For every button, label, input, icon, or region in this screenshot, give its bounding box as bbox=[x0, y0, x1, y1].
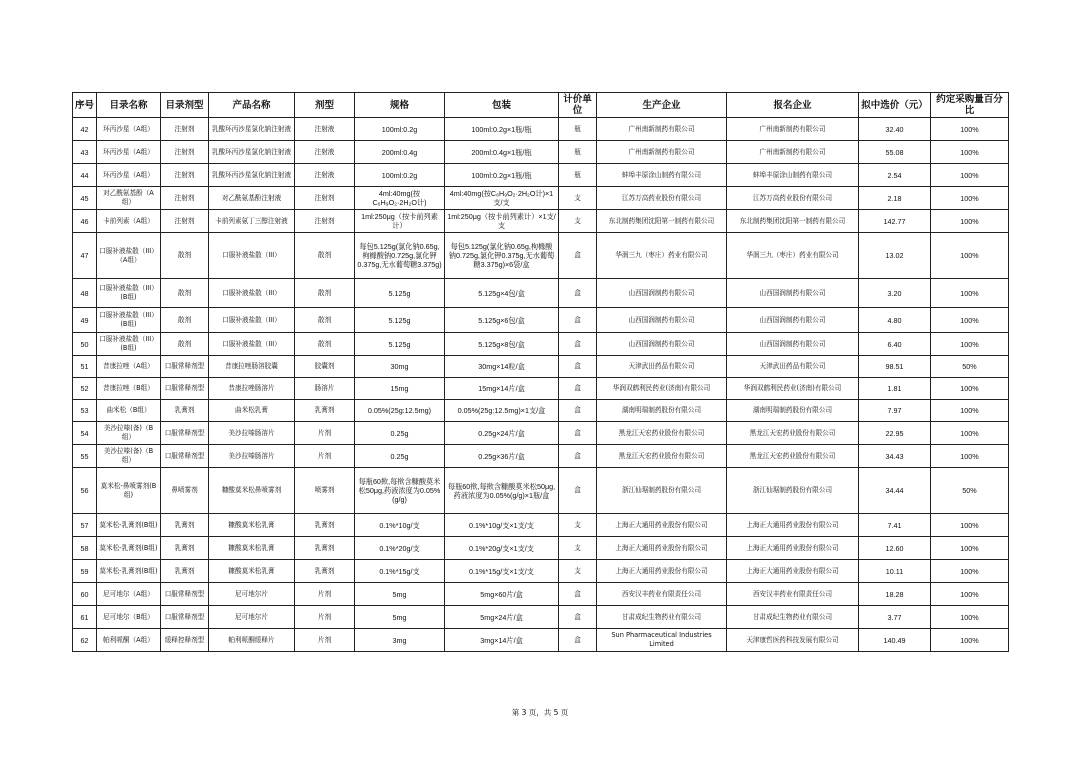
cell-applicant: 山西国润制药有限公司 bbox=[727, 279, 859, 308]
cell-price: 2.54 bbox=[859, 164, 931, 187]
cell-price: 6.40 bbox=[859, 333, 931, 356]
cell-cat-form: 注射剂 bbox=[161, 210, 209, 233]
cell-pct: 100% bbox=[931, 445, 1009, 468]
cell-maker: 黑龙江天宏药业股份有限公司 bbox=[597, 445, 727, 468]
cell-cat-form: 口服常释剂型 bbox=[161, 606, 209, 629]
cell-pct: 100% bbox=[931, 583, 1009, 606]
cell-maker: 天津武田药品有限公司 bbox=[597, 356, 727, 378]
cell-unit: 盒 bbox=[559, 400, 597, 422]
cell-no: 56 bbox=[73, 468, 97, 514]
cell-pct: 100% bbox=[931, 333, 1009, 356]
cell-catalog: 美沙拉嗪(备)（B组） bbox=[97, 422, 161, 445]
cell-applicant: 浙江仙琚制药股份有限公司 bbox=[727, 468, 859, 514]
cell-product: 昔康拉唑肠溶片 bbox=[209, 378, 295, 400]
cell-pkg: 30mg×14粒/盒 bbox=[445, 356, 559, 378]
cell-product: 乳酸环丙沙星氯化钠注射液 bbox=[209, 118, 295, 141]
table-row bbox=[73, 422, 1009, 445]
cell-unit: 盒 bbox=[559, 606, 597, 629]
cell-spec: 200ml:0.4g bbox=[355, 141, 445, 164]
cell-price: 140.49 bbox=[859, 629, 931, 652]
cell-spec: 15mg bbox=[355, 378, 445, 400]
cell-form: 散剂 bbox=[295, 233, 355, 279]
cell-pkg: 5mg×60片/盒 bbox=[445, 583, 559, 606]
table-body bbox=[73, 118, 1009, 652]
header-col-catalog-name: 目录名称 bbox=[97, 93, 161, 118]
cell-form: 片剂 bbox=[295, 583, 355, 606]
cell-spec: 5.125g bbox=[355, 333, 445, 356]
cell-product: 口服补液盐散（III） bbox=[209, 279, 295, 308]
cell-product: 糠酸莫米松鼻喷雾剂 bbox=[209, 468, 295, 514]
cell-catalog: 口服补液盐散（III）(B组) bbox=[97, 279, 161, 308]
cell-applicant: 天津武田药品有限公司 bbox=[727, 356, 859, 378]
cell-catalog: 尼可地尔（A组） bbox=[97, 583, 161, 606]
cell-pkg: 15mg×14片/盒 bbox=[445, 378, 559, 400]
cell-price: 3.77 bbox=[859, 606, 931, 629]
cell-unit: 盒 bbox=[559, 468, 597, 514]
cell-pkg: 每包5.125g(氯化钠0.65g,枸橼酸钠0.725g,氯化钾0.375g,无水葡萄糖3.375g)×6袋/盒 bbox=[445, 233, 559, 279]
cell-unit: 支 bbox=[559, 560, 597, 583]
cell-pkg: 1ml:250μg（按卡前列素计）×1支/支 bbox=[445, 210, 559, 233]
cell-unit: 盒 bbox=[559, 233, 597, 279]
cell-spec: 3mg bbox=[355, 629, 445, 652]
cell-pct: 100% bbox=[931, 187, 1009, 210]
cell-spec: 0.1%*10g/支 bbox=[355, 514, 445, 537]
cell-cat-form: 散剂 bbox=[161, 333, 209, 356]
cell-spec: 30mg bbox=[355, 356, 445, 378]
cell-applicant: 广州南新制药有限公司 bbox=[727, 141, 859, 164]
table-row bbox=[73, 400, 1009, 422]
cell-spec: 0.25g bbox=[355, 445, 445, 468]
cell-pct: 50% bbox=[931, 468, 1009, 514]
cell-no: 58 bbox=[73, 537, 97, 560]
cell-product: 糠酸莫米松乳膏 bbox=[209, 537, 295, 560]
cell-form: 肠溶片 bbox=[295, 378, 355, 400]
cell-price: 34.43 bbox=[859, 445, 931, 468]
cell-pct: 100% bbox=[931, 400, 1009, 422]
cell-maker: 蚌埠丰原涂山制药有限公司 bbox=[597, 164, 727, 187]
cell-catalog: 环丙沙星（A组） bbox=[97, 118, 161, 141]
cell-no: 52 bbox=[73, 378, 97, 400]
cell-catalog: 口服补液盐散（III）（A组） bbox=[97, 233, 161, 279]
cell-form: 注射液 bbox=[295, 141, 355, 164]
cell-product: 卡前列素氨丁三醇注射液 bbox=[209, 210, 295, 233]
cell-pct: 100% bbox=[931, 233, 1009, 279]
cell-price: 34.44 bbox=[859, 468, 931, 514]
cell-no: 55 bbox=[73, 445, 97, 468]
cell-catalog: 莫米松-鼻喷雾剂(B组) bbox=[97, 468, 161, 514]
cell-pkg: 200ml:0.4g×1瓶/瓶 bbox=[445, 141, 559, 164]
cell-catalog: 口服补液盐散（III）(B组) bbox=[97, 308, 161, 333]
cell-no: 48 bbox=[73, 279, 97, 308]
cell-price: 7.97 bbox=[859, 400, 931, 422]
cell-form: 散剂 bbox=[295, 333, 355, 356]
cell-unit: 瓶 bbox=[559, 118, 597, 141]
cell-price: 3.20 bbox=[859, 279, 931, 308]
table-row bbox=[73, 233, 1009, 279]
cell-applicant: 西安汉丰药业有限责任公司 bbox=[727, 583, 859, 606]
cell-unit: 支 bbox=[559, 210, 597, 233]
cell-maker: 浙江仙琚制药股份有限公司 bbox=[597, 468, 727, 514]
cell-pct: 50% bbox=[931, 356, 1009, 378]
header-col-unit: 计价单位 bbox=[559, 93, 597, 118]
cell-pkg: 0.25g×24片/盒 bbox=[445, 422, 559, 445]
cell-no: 62 bbox=[73, 629, 97, 652]
table-row bbox=[73, 468, 1009, 514]
cell-cat-form: 乳膏剂 bbox=[161, 537, 209, 560]
cell-form: 乳膏剂 bbox=[295, 537, 355, 560]
cell-form: 散剂 bbox=[295, 279, 355, 308]
cell-catalog: 昔康拉唑（B组） bbox=[97, 378, 161, 400]
cell-catalog: 莫米松-乳膏剂(B组) bbox=[97, 514, 161, 537]
cell-cat-form: 乳膏剂 bbox=[161, 400, 209, 422]
cell-form: 乳膏剂 bbox=[295, 514, 355, 537]
cell-price: 32.40 bbox=[859, 118, 931, 141]
cell-pct: 100% bbox=[931, 141, 1009, 164]
table-row bbox=[73, 606, 1009, 629]
cell-pct: 100% bbox=[931, 378, 1009, 400]
cell-pkg: 5.125g×8包/盒 bbox=[445, 333, 559, 356]
cell-applicant: 东北制药集团沈阳第一制药有限公司 bbox=[727, 210, 859, 233]
cell-unit: 盒 bbox=[559, 445, 597, 468]
cell-maker: 山西国润制药有限公司 bbox=[597, 333, 727, 356]
cell-spec: 5mg bbox=[355, 583, 445, 606]
cell-unit: 盒 bbox=[559, 356, 597, 378]
cell-pkg: 每瓶60揿,每揿含糠酸莫米松50μg,药液浓度为0.05%(g/g)×1瓶/盒 bbox=[445, 468, 559, 514]
cell-form: 注射剂 bbox=[295, 187, 355, 210]
table-row bbox=[73, 333, 1009, 356]
cell-cat-form: 口服常释剂型 bbox=[161, 445, 209, 468]
page-footer: 第 3 页，共 5 页 bbox=[511, 708, 569, 717]
cell-unit: 瓶 bbox=[559, 164, 597, 187]
cell-price: 55.08 bbox=[859, 141, 931, 164]
cell-spec: 1ml:250μg（按卡前列素计） bbox=[355, 210, 445, 233]
cell-cat-form: 鼻喷雾剂 bbox=[161, 468, 209, 514]
cell-maker: 广州南新制药有限公司 bbox=[597, 118, 727, 141]
cell-spec: 5.125g bbox=[355, 308, 445, 333]
cell-price: 10.11 bbox=[859, 560, 931, 583]
cell-pkg: 3mg×14片/盒 bbox=[445, 629, 559, 652]
cell-unit: 盒 bbox=[559, 378, 597, 400]
cell-catalog: 莫米松-乳膏剂(B组) bbox=[97, 537, 161, 560]
cell-cat-form: 乳膏剂 bbox=[161, 514, 209, 537]
cell-cat-form: 注射剂 bbox=[161, 187, 209, 210]
cell-pct: 100% bbox=[931, 164, 1009, 187]
cell-cat-form: 注射剂 bbox=[161, 141, 209, 164]
cell-applicant: 江苏万高药业股份有限公司 bbox=[727, 187, 859, 210]
cell-price: 7.41 bbox=[859, 514, 931, 537]
cell-unit: 盒 bbox=[559, 583, 597, 606]
cell-maker: 华润双鹤利民药业(济南)有限公司 bbox=[597, 378, 727, 400]
cell-applicant: 蚌埠丰原涂山制药有限公司 bbox=[727, 164, 859, 187]
header-col-product-name: 产品名称 bbox=[209, 93, 295, 118]
cell-no: 44 bbox=[73, 164, 97, 187]
cell-catalog: 对乙酰氨基酚（A组） bbox=[97, 187, 161, 210]
cell-price: 2.18 bbox=[859, 187, 931, 210]
cell-form: 片剂 bbox=[295, 606, 355, 629]
cell-pkg: 0.05%(25g:12.5mg)×1支/盒 bbox=[445, 400, 559, 422]
cell-maker: 山西国润制药有限公司 bbox=[597, 279, 727, 308]
cell-cat-form: 口服常释剂型 bbox=[161, 422, 209, 445]
cell-pkg: 100ml:0.2g×1瓶/瓶 bbox=[445, 118, 559, 141]
cell-pkg: 5.125g×4包/盒 bbox=[445, 279, 559, 308]
header-col-price: 拟中选价（元） bbox=[859, 93, 931, 118]
cell-no: 59 bbox=[73, 560, 97, 583]
cell-cat-form: 口服常释剂型 bbox=[161, 378, 209, 400]
cell-no: 46 bbox=[73, 210, 97, 233]
cell-applicant: 华润双鹤利民药业(济南)有限公司 bbox=[727, 378, 859, 400]
cell-product: 尼可地尔片 bbox=[209, 583, 295, 606]
cell-spec: 0.1%*15g/支 bbox=[355, 560, 445, 583]
cell-pkg: 0.1%*15g/支×1支/支 bbox=[445, 560, 559, 583]
cell-pkg: 5mg×24片/盒 bbox=[445, 606, 559, 629]
cell-pct: 100% bbox=[931, 279, 1009, 308]
cell-product: 口服补液盐散（III） bbox=[209, 233, 295, 279]
cell-applicant: 黑龙江天宏药业股份有限公司 bbox=[727, 445, 859, 468]
cell-catalog: 昔康拉唑（A组） bbox=[97, 356, 161, 378]
cell-price: 18.28 bbox=[859, 583, 931, 606]
header-col-spec: 规格 bbox=[355, 93, 445, 118]
cell-pct: 100% bbox=[931, 422, 1009, 445]
cell-cat-form: 乳膏剂 bbox=[161, 560, 209, 583]
table-row bbox=[73, 583, 1009, 606]
cell-unit: 支 bbox=[559, 537, 597, 560]
cell-form: 注射液 bbox=[295, 118, 355, 141]
cell-no: 50 bbox=[73, 333, 97, 356]
cell-cat-form: 口服常释剂型 bbox=[161, 583, 209, 606]
cell-maker: 华润三九（枣庄）药业有限公司 bbox=[597, 233, 727, 279]
table-row bbox=[73, 164, 1009, 187]
cell-product: 帕利哌酮缓释片 bbox=[209, 629, 295, 652]
cell-unit: 支 bbox=[559, 187, 597, 210]
cell-unit: 盒 bbox=[559, 279, 597, 308]
cell-no: 47 bbox=[73, 233, 97, 279]
cell-pkg: 4ml:40mg(按C₆H₉O₂·2H₂O计)×1支/支 bbox=[445, 187, 559, 210]
cell-applicant: 黑龙江天宏药业股份有限公司 bbox=[727, 422, 859, 445]
cell-pkg: 100ml:0.2g×1瓶/瓶 bbox=[445, 164, 559, 187]
cell-unit: 盒 bbox=[559, 308, 597, 333]
header-col-manufacturer: 生产企业 bbox=[597, 93, 727, 118]
cell-form: 胶囊剂 bbox=[295, 356, 355, 378]
cell-form: 乳膏剂 bbox=[295, 560, 355, 583]
cell-product: 口服补液盐散（III） bbox=[209, 333, 295, 356]
table-row bbox=[73, 560, 1009, 583]
cell-cat-form: 散剂 bbox=[161, 279, 209, 308]
cell-no: 61 bbox=[73, 606, 97, 629]
cell-maker: 山西国润制药有限公司 bbox=[597, 308, 727, 333]
cell-catalog: 环丙沙星（A组） bbox=[97, 164, 161, 187]
cell-catalog: 美沙拉嗪(备)（B组） bbox=[97, 445, 161, 468]
header-col-form: 剂型 bbox=[295, 93, 355, 118]
cell-pct: 100% bbox=[931, 606, 1009, 629]
cell-cat-form: 散剂 bbox=[161, 308, 209, 333]
cell-applicant: 天津康哲医药科技发展有限公司 bbox=[727, 629, 859, 652]
cell-catalog: 口服补液盐散（III）(B组) bbox=[97, 333, 161, 356]
header-col-catalog-form: 目录剂型 bbox=[161, 93, 209, 118]
cell-maker: Sun Pharmaceutical Industries Limited bbox=[597, 629, 727, 652]
cell-product: 糠酸莫米松乳膏 bbox=[209, 560, 295, 583]
cell-product: 昔康拉唑肠溶胶囊 bbox=[209, 356, 295, 378]
table-row bbox=[73, 141, 1009, 164]
cell-applicant: 山西国润制药有限公司 bbox=[727, 333, 859, 356]
cell-form: 注射剂 bbox=[295, 210, 355, 233]
cell-applicant: 上海正大通用药业股份有限公司 bbox=[727, 514, 859, 537]
cell-price: 13.02 bbox=[859, 233, 931, 279]
header-col-package: 包装 bbox=[445, 93, 559, 118]
cell-applicant: 广州南新制药有限公司 bbox=[727, 118, 859, 141]
cell-maker: 西安汉丰药业有限责任公司 bbox=[597, 583, 727, 606]
cell-product: 美沙拉嗪肠溶片 bbox=[209, 445, 295, 468]
cell-spec: 5.125g bbox=[355, 279, 445, 308]
cell-product: 美沙拉嗪肠溶片 bbox=[209, 422, 295, 445]
cell-maker: 湖南明瑞制药股份有限公司 bbox=[597, 400, 727, 422]
cell-form: 片剂 bbox=[295, 445, 355, 468]
cell-catalog: 卡前列素（A组） bbox=[97, 210, 161, 233]
cell-applicant: 华润三九（枣庄）药业有限公司 bbox=[727, 233, 859, 279]
cell-no: 60 bbox=[73, 583, 97, 606]
cell-no: 51 bbox=[73, 356, 97, 378]
header-col-no: 序号 bbox=[73, 93, 97, 118]
table-row bbox=[73, 514, 1009, 537]
cell-pct: 100% bbox=[931, 118, 1009, 141]
cell-product: 曲米松乳膏 bbox=[209, 400, 295, 422]
cell-maker: 上海正大通用药业股份有限公司 bbox=[597, 514, 727, 537]
table-header-row bbox=[73, 93, 1009, 118]
table-row bbox=[73, 187, 1009, 210]
cell-product: 口服补液盐散（III） bbox=[209, 308, 295, 333]
table-row bbox=[73, 118, 1009, 141]
cell-cat-form: 注射剂 bbox=[161, 118, 209, 141]
cell-pkg: 5.125g×6包/盒 bbox=[445, 308, 559, 333]
table-row bbox=[73, 537, 1009, 560]
cell-spec: 100ml:0.2g bbox=[355, 164, 445, 187]
cell-maker: 江苏万高药业股份有限公司 bbox=[597, 187, 727, 210]
cell-product: 尼可地尔片 bbox=[209, 606, 295, 629]
cell-catalog: 帕利哌酮（A组） bbox=[97, 629, 161, 652]
cell-cat-form: 散剂 bbox=[161, 233, 209, 279]
cell-maker: 黑龙江天宏药业股份有限公司 bbox=[597, 422, 727, 445]
cell-unit: 支 bbox=[559, 514, 597, 537]
cell-maker: 东北制药集团沈阳第一制药有限公司 bbox=[597, 210, 727, 233]
cell-no: 53 bbox=[73, 400, 97, 422]
cell-pct: 100% bbox=[931, 560, 1009, 583]
cell-pct: 100% bbox=[931, 308, 1009, 333]
cell-unit: 瓶 bbox=[559, 141, 597, 164]
cell-catalog: 尼可地尔（B组） bbox=[97, 606, 161, 629]
cell-spec: 0.25g bbox=[355, 422, 445, 445]
table-row bbox=[73, 210, 1009, 233]
cell-no: 42 bbox=[73, 118, 97, 141]
table-row bbox=[73, 378, 1009, 400]
cell-pct: 100% bbox=[931, 629, 1009, 652]
cell-form: 注射液 bbox=[295, 164, 355, 187]
cell-maker: 广州南新制药有限公司 bbox=[597, 141, 727, 164]
cell-no: 45 bbox=[73, 187, 97, 210]
cell-pct: 100% bbox=[931, 514, 1009, 537]
cell-spec: 每瓶60揿,每揿含糠酸莫米松50μg,药液浓度为0.05%(g/g) bbox=[355, 468, 445, 514]
cell-product: 对乙酰氨基酚注射液 bbox=[209, 187, 295, 210]
drug-price-table bbox=[72, 92, 1009, 652]
cell-price: 142.77 bbox=[859, 210, 931, 233]
cell-no: 54 bbox=[73, 422, 97, 445]
cell-product: 乳酸环丙沙星氯化钠注射液 bbox=[209, 141, 295, 164]
table-row bbox=[73, 629, 1009, 652]
cell-spec: 每包5.125g(氯化钠0.65g,枸橼酸钠0.725g,氯化钾0.375g,无水葡萄糖3.375g) bbox=[355, 233, 445, 279]
cell-price: 98.51 bbox=[859, 356, 931, 378]
cell-form: 喷雾剂 bbox=[295, 468, 355, 514]
cell-spec: 5mg bbox=[355, 606, 445, 629]
cell-spec: 4ml:40mg(按C₆H₉O₂·2H₂O计) bbox=[355, 187, 445, 210]
cell-no: 57 bbox=[73, 514, 97, 537]
cell-no: 43 bbox=[73, 141, 97, 164]
cell-price: 1.81 bbox=[859, 378, 931, 400]
cell-applicant: 湖南明瑞制药股份有限公司 bbox=[727, 400, 859, 422]
cell-price: 22.95 bbox=[859, 422, 931, 445]
cell-no: 49 bbox=[73, 308, 97, 333]
cell-applicant: 山西国润制药有限公司 bbox=[727, 308, 859, 333]
cell-form: 乳膏剂 bbox=[295, 400, 355, 422]
cell-maker: 甘肃成纪生物药业有限公司 bbox=[597, 606, 727, 629]
procurement-table-page bbox=[72, 92, 1008, 652]
table-row bbox=[73, 356, 1009, 378]
cell-catalog: 莫米松-乳膏剂(B组) bbox=[97, 560, 161, 583]
cell-catalog: 曲米松（B组） bbox=[97, 400, 161, 422]
cell-form: 片剂 bbox=[295, 422, 355, 445]
cell-pct: 100% bbox=[931, 210, 1009, 233]
cell-price: 4.80 bbox=[859, 308, 931, 333]
cell-pkg: 0.25g×36片/盒 bbox=[445, 445, 559, 468]
cell-cat-form: 口服常释剂型 bbox=[161, 356, 209, 378]
header-col-purchase-pct: 约定采购量百分比 bbox=[931, 93, 1009, 118]
cell-applicant: 上海正大通用药业股份有限公司 bbox=[727, 537, 859, 560]
cell-spec: 0.1%*20g/支 bbox=[355, 537, 445, 560]
cell-product: 乳酸环丙沙星氯化钠注射液 bbox=[209, 164, 295, 187]
cell-spec: 100ml:0.2g bbox=[355, 118, 445, 141]
cell-unit: 盒 bbox=[559, 629, 597, 652]
cell-form: 散剂 bbox=[295, 308, 355, 333]
cell-product: 糠酸莫米松乳膏 bbox=[209, 514, 295, 537]
table-row bbox=[73, 445, 1009, 468]
cell-unit: 盒 bbox=[559, 333, 597, 356]
cell-cat-form: 注射剂 bbox=[161, 164, 209, 187]
cell-maker: 上海正大通用药业股份有限公司 bbox=[597, 537, 727, 560]
cell-price: 12.60 bbox=[859, 537, 931, 560]
cell-pkg: 0.1%*10g/支×1支/支 bbox=[445, 514, 559, 537]
cell-cat-form: 缓释控释剂型 bbox=[161, 629, 209, 652]
table-row bbox=[73, 279, 1009, 308]
cell-pkg: 0.1%*20g/支×1支/支 bbox=[445, 537, 559, 560]
cell-maker: 上海正大通用药业股份有限公司 bbox=[597, 560, 727, 583]
cell-unit: 盒 bbox=[559, 422, 597, 445]
cell-spec: 0.05%(25g:12.5mg) bbox=[355, 400, 445, 422]
cell-catalog: 环丙沙星（A组） bbox=[97, 141, 161, 164]
cell-form: 片剂 bbox=[295, 629, 355, 652]
cell-applicant: 上海正大通用药业股份有限公司 bbox=[727, 560, 859, 583]
table-row bbox=[73, 308, 1009, 333]
cell-pct: 100% bbox=[931, 537, 1009, 560]
cell-applicant: 甘肃成纪生物药业有限公司 bbox=[727, 606, 859, 629]
header-col-applicant: 报名企业 bbox=[727, 93, 859, 118]
